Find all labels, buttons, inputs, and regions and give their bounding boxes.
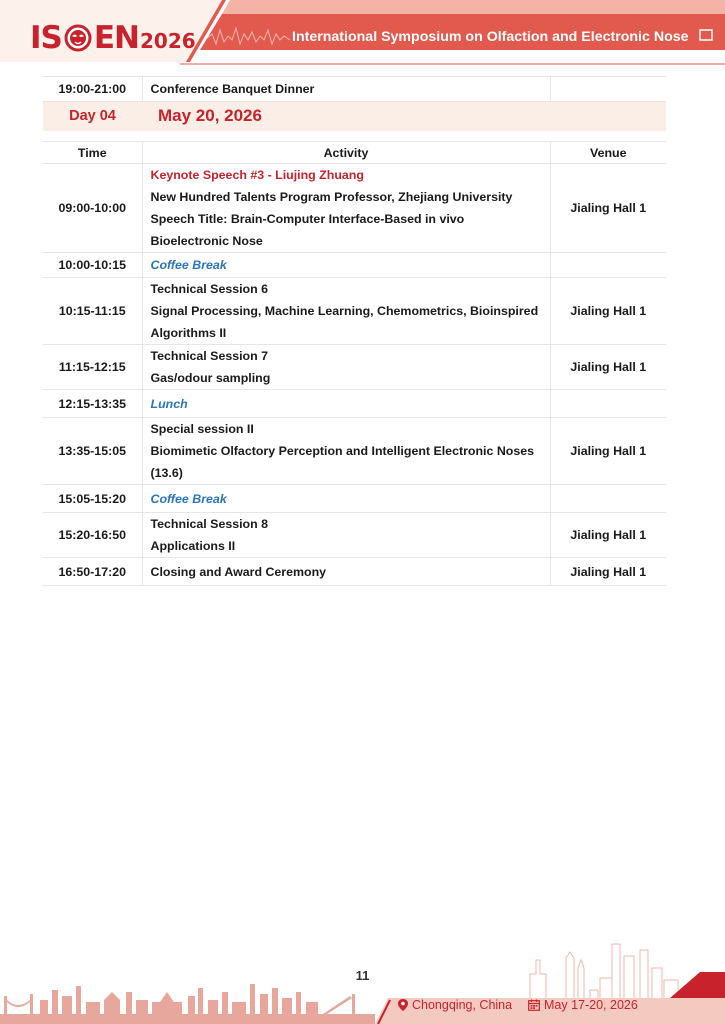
footer-location-text: Chongqing, China: [412, 998, 513, 1012]
schedule-table: [43, 76, 666, 586]
activity-line: Signal Processing, Machine Learning, Chemometrics, Bioinspired: [150, 304, 539, 318]
activity-line: Technical Session 8: [150, 517, 269, 531]
activity-line: Technical Session 6: [150, 282, 269, 296]
spacer-row: [43, 131, 666, 142]
table-row: [43, 345, 666, 390]
logo-year: 2026: [140, 29, 196, 53]
activity-line: Algorithms II: [150, 326, 227, 340]
activity-line: Lunch: [150, 396, 188, 411]
activity-line: New Hundred Talents Program Professor, Zhejiang University: [150, 190, 513, 204]
row-activity: [142, 164, 550, 253]
activity-line: (13.6): [150, 466, 183, 480]
activity-line: Applications II: [150, 539, 236, 553]
row-time: 09:00-10:00: [43, 164, 142, 253]
row-venue: Jialing Hall 1: [550, 164, 666, 253]
row-time: 12:15-13:35: [43, 390, 142, 418]
table-row: [43, 418, 666, 485]
schedule-table-wrap: [43, 76, 666, 586]
table-row: [43, 485, 666, 513]
table-row: [43, 513, 666, 558]
row-venue: Jialing Hall 1: [550, 418, 666, 485]
row-venue: Jialing Hall 1: [550, 345, 666, 390]
row-venue: [550, 77, 666, 102]
row-venue: [550, 253, 666, 278]
row-activity: [142, 558, 550, 586]
row-time: 15:20-16:50: [43, 513, 142, 558]
row-activity: [142, 485, 550, 513]
activity-line: Special session II: [150, 422, 254, 436]
table-row: [43, 77, 666, 102]
row-time: 16:50-17:20: [43, 558, 142, 586]
table-row: [43, 253, 666, 278]
activity-line: Technical Session 7: [150, 349, 269, 363]
header-title: International Symposium on Olfaction and Electronic Nose: [292, 29, 689, 45]
row-time: 11:15-12:15: [43, 345, 142, 390]
activity-line: Speech Title: Brain-Computer Interface-Based in vivo: [150, 212, 465, 226]
footer-dates-text: May 17-20, 2026: [544, 998, 638, 1012]
calendar-icon: [528, 999, 540, 1011]
nose-mask-icon: [63, 23, 93, 53]
column-header-venue: Venue: [550, 142, 666, 164]
table-row: [43, 278, 666, 345]
activity-line: Closing and Award Ceremony: [150, 564, 327, 579]
row-time: 19:00-21:00: [43, 77, 142, 102]
row-activity: [142, 278, 550, 345]
logo-prefix: IS: [30, 20, 62, 56]
activity-line: Bioelectronic Nose: [150, 234, 263, 248]
row-activity: [142, 253, 550, 278]
row-activity: [142, 390, 550, 418]
row-venue: [550, 390, 666, 418]
day-header-row: [43, 102, 666, 131]
logo-suffix: EN: [93, 20, 139, 56]
activity-line: Coffee Break: [150, 491, 227, 506]
row-venue: Jialing Hall 1: [550, 558, 666, 586]
row-activity: [142, 345, 550, 390]
activity-line: Coffee Break: [150, 258, 227, 272]
row-time: 13:35-15:05: [43, 418, 142, 485]
row-venue: [550, 485, 666, 513]
table-row: [43, 164, 666, 253]
page-number: 11: [355, 968, 370, 983]
row-activity: [142, 513, 550, 558]
page-header: [0, 0, 725, 70]
row-activity: Conference Banquet Dinner: [142, 77, 550, 102]
row-time: 10:15-11:15: [43, 278, 142, 345]
column-header-time: Time: [43, 142, 142, 164]
row-time: 15:05-15:20: [43, 485, 142, 513]
table-row: [43, 390, 666, 418]
row-time: 10:00-10:15: [43, 253, 142, 278]
column-header-row: [43, 142, 666, 164]
day-label: Day 04: [43, 102, 142, 131]
activity-line: Biomimetic Olfactory Perception and Intelligent Electronic Noses: [150, 444, 535, 458]
column-header-activity: Activity: [142, 142, 550, 164]
footer-dates: [528, 998, 638, 1012]
activity-line: Gas/odour sampling: [150, 371, 271, 385]
footer-location: [398, 998, 512, 1012]
activity-line: Keynote Speech #3 - Liujing Zhuang: [150, 168, 364, 182]
row-venue: Jialing Hall 1: [550, 278, 666, 345]
row-activity: [142, 418, 550, 485]
location-pin-icon: [398, 999, 408, 1011]
conference-logo: [30, 18, 196, 58]
row-venue: Jialing Hall 1: [550, 513, 666, 558]
day-date: May 20, 2026: [142, 102, 666, 131]
table-row: [43, 558, 666, 586]
